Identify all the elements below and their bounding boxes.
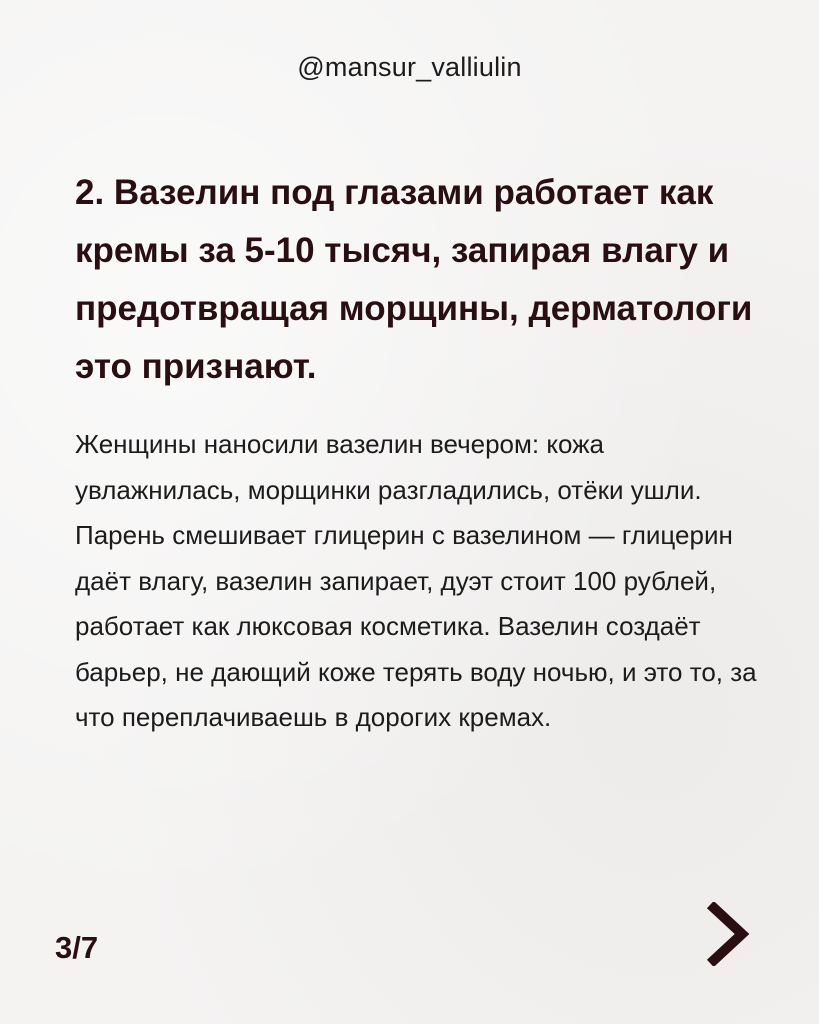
slide-body-text: Женщины наносили вазелин вечером: кожа увлажнилась, морщинки разгладились, отёки ушли. Парень смешивает глицерин с вазелином — глицерин даёт влагу, вазелин запирает, дуэт стоит 100 рублей, работает как люксовая косметика. Вазелин создаёт барьер, не дающий коже терять воду ночью, и это то, за что переплачиваешь в дорогих кремах.: [75, 429, 757, 732]
page-indicator: 3/7: [55, 930, 99, 965]
chevron-right-icon: [706, 902, 752, 966]
slide-headline: 2. Вазелин под глазами работает как кремы за 5-10 тысяч, запирая влагу и предотвращая морщины, дерматологи это признают.: [75, 173, 753, 386]
author-handle: @mansur_valliulin: [297, 52, 522, 82]
next-slide-button[interactable]: [706, 902, 752, 966]
